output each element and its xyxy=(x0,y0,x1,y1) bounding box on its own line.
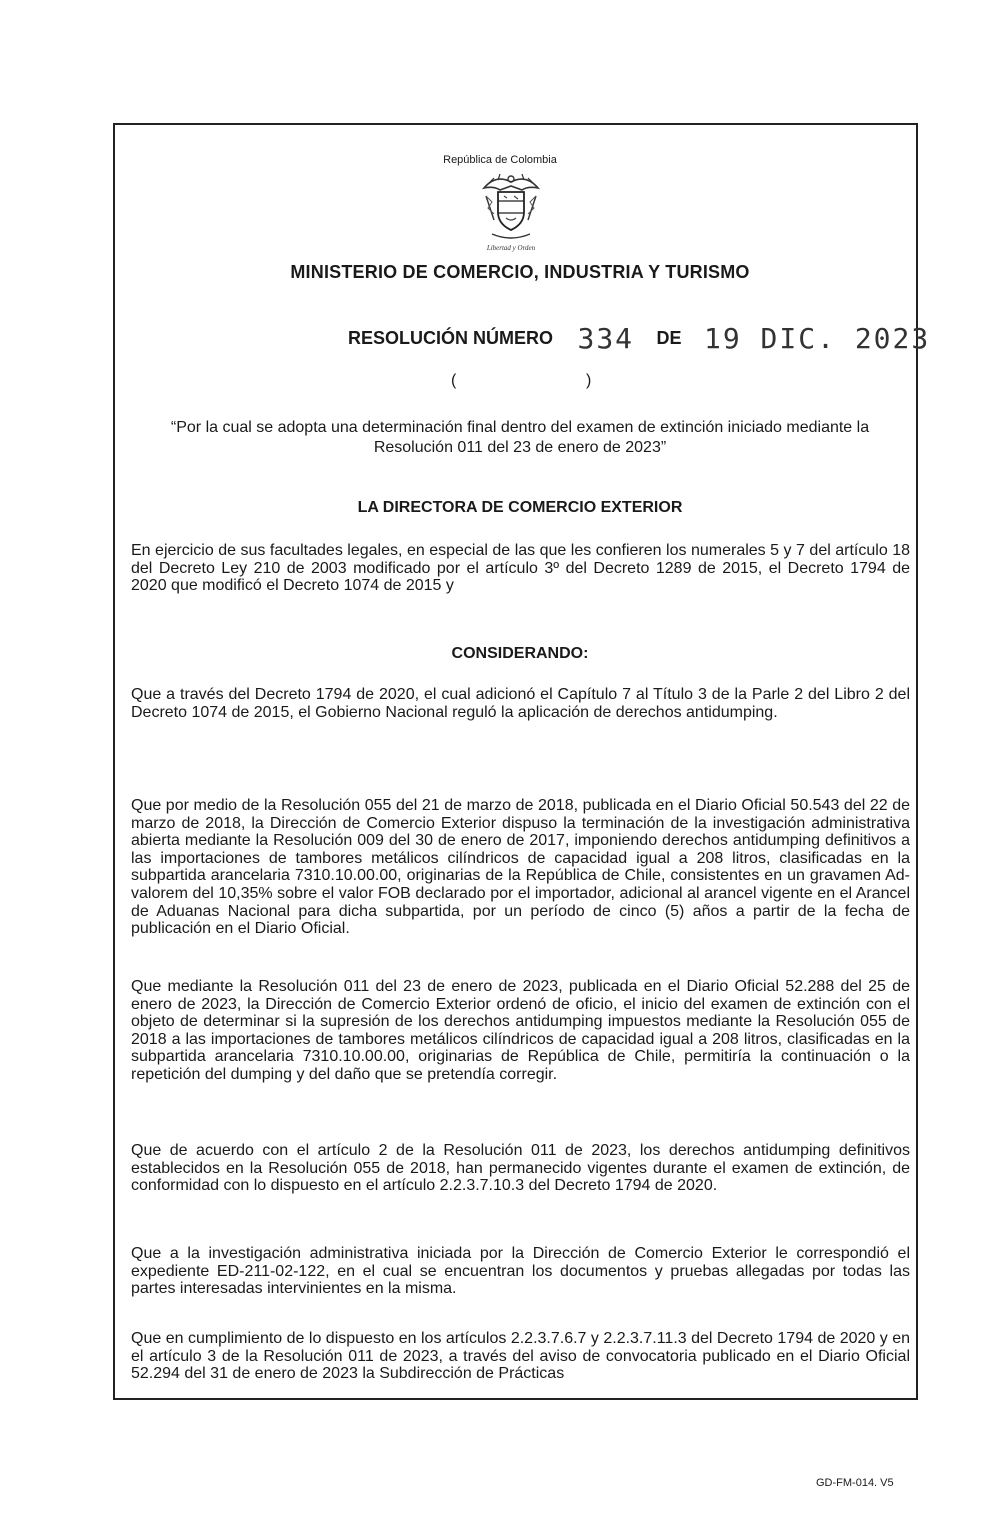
resolution-de: DE xyxy=(656,328,682,348)
paren-open: ( xyxy=(451,372,457,389)
form-code: GD-FM-014. V5 xyxy=(816,1477,894,1489)
considerando-paragraph: Que de acuerdo con el artículo 2 de la Resolución 011 de 2023, los derechos antidumping definitivos establecidos en la Resolución 055 de 2018, han permanecido vigentes durante el examen de extinción, de conformidad con lo dispuesto en el artículo 2.2.3.7.10.3 del Decreto 1794 de 2020. xyxy=(131,1142,910,1195)
republic-label: República de Colombia xyxy=(443,154,557,166)
considerando-paragraph: Que a la investigación administrativa iniciada por la Dirección de Comercio Exterior le correspondió el expediente ED-211-02-122, en el cual se encuentran los documentos y pruebas allegadas por todas las partes interesadas intervinientes en la misma. xyxy=(131,1245,910,1298)
authority-heading: LA DIRECTORA DE COMERCIO EXTERIOR xyxy=(357,499,683,516)
document-frame xyxy=(113,123,918,1400)
coat-of-arms-seal xyxy=(478,168,544,254)
resolution-label: RESOLUCIÓN NÚMERO xyxy=(348,328,554,348)
considerando-heading: CONSIDERANDO: xyxy=(451,645,589,662)
preamble-paragraph: En ejercicio de sus facultades legales, en especial de las que les confieren los numerales 5 y 7 del artículo 18 del Decreto Ley 210 de 2003 modificado por el artículo 3º del Decreto 1289 de 2015, el Decreto 1794 de 2020 que modificó el Decreto 1074 de 2015 y xyxy=(131,542,910,595)
resolution-subject: “Por la cual se adopta una determinación final dentro del examen de extinción iniciado mediante la Resolución 011 del 23 de enero de 2023” xyxy=(170,419,870,456)
ministry-title: MINISTERIO DE COMERCIO, INDUSTRIA Y TURISMO xyxy=(290,262,750,282)
resolution-line xyxy=(348,322,930,355)
considerando-paragraph: Que por medio de la Resolución 055 del 21 de marzo de 2018, publicada en el Diario Oficial 50.543 del 22 de marzo de 2018, la Dirección de Comercio Exterior dispuso la terminación de la investigación administrativa abierta mediante la Resolución 009 del 30 de enero de 2017, imponiendo derechos antidumping definitivos a las importaciones de tambores metálicos cilíndricos de capacidad igual a 208 litros, clasificadas en la subpartida arancelaria 7310.10.00.00, originarias de la República de Chile, consistentes en un gravamen Ad-valorem del 10,35% sobre el valor FOB declarado por el importador, adicional al arancel vigente en el Arancel de Aduanas Nacional para dicha subpartida, por un período de cinco (5) años a partir de la fecha de publicación en el Diario Oficial. xyxy=(131,797,910,938)
resolution-date: 19 DIC. 2023 xyxy=(703,322,931,355)
paren-close: ) xyxy=(586,372,592,389)
considerando-paragraph: Que a través del Decreto 1794 de 2020, el cual adicionó el Capítulo 7 al Título 3 de la Parle 2 del Libro 2 del Decreto 1074 de 2015, el Gobierno Nacional reguló la aplicación de derechos antidumping. xyxy=(131,686,910,721)
seal-motto: Libertad y Orden xyxy=(486,244,536,252)
considerando-paragraph: Que mediante la Resolución 011 del 23 de enero de 2023, publicada en el Diario Oficial 52.288 del 25 de enero de 2023, la Dirección de Comercio Exterior ordenó de oficio, el inicio del examen de extinción con el objeto de determinar si la supresión de los derechos antidumping impuestos mediante la Resolución 055 de 2018 a las importaciones de tambores metálicos cilíndricos de capacidad igual a 208 litros, clasificadas en la subpartida arancelaria 7310.10.00.00, originarias de República de Chile, permitiría la continuación o la repetición del dumping y del daño que se pretendía corregir. xyxy=(131,978,910,1083)
resolution-number: 334 xyxy=(577,322,635,355)
considerando-paragraph: Que en cumplimiento de lo dispuesto en los artículos 2.2.3.7.6.7 y 2.2.3.7.11.3 del Decreto 1794 de 2020 y en el artículo 3 de la Resolución 011 de 2023, a través del aviso de convocatoria publicado en el Diario Oficial 52.294 del 31 de enero de 2023 la Subdirección de Prácticas xyxy=(131,1330,910,1383)
